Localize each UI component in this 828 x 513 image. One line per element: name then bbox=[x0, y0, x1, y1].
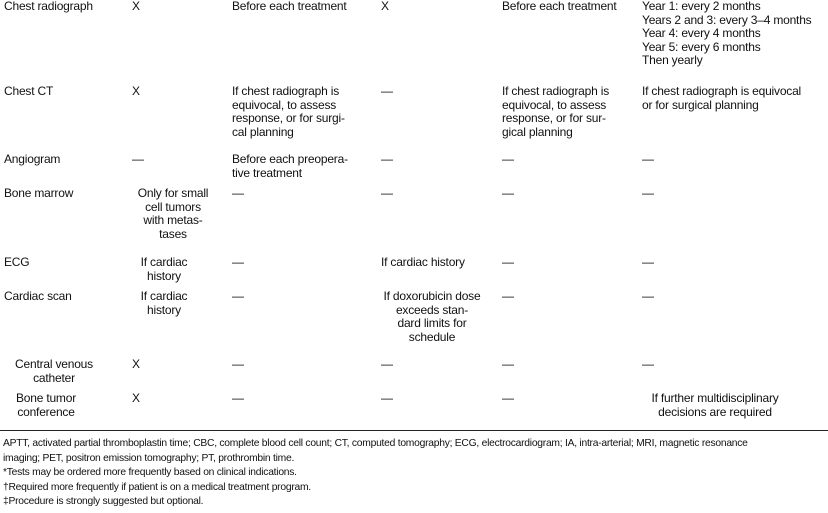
col1-cell: If cardiac history bbox=[140, 289, 188, 317]
footnote-abbreviations-line: APTT, activated partial thromboplastin time; CBC, complete blood cell count; CT, computed tomography; ECG, electrocardiogram; IA, intra-arterial; MRI, magnetic resonance bbox=[3, 438, 748, 449]
row-label: Chest radiograph bbox=[4, 0, 93, 13]
col2-cell: — bbox=[232, 289, 244, 303]
row-label: Angiogram bbox=[4, 152, 61, 166]
col2-cell: If chest radiograph is equivocal, to assess response, or for surgi- cal planning bbox=[232, 84, 345, 139]
col4-cell: — bbox=[502, 186, 514, 200]
footnote-abbreviations-line: imaging; PET, positron emission tomography; PT, prothrombin time. bbox=[3, 452, 295, 464]
col5-cell: — bbox=[642, 186, 654, 200]
table-footnotes bbox=[3, 437, 823, 510]
col1-cell: X bbox=[132, 0, 140, 13]
col1-cell: If cardiac history bbox=[140, 255, 188, 283]
footnote-asterisk: *Tests may be ordered more frequently based on clinical indications. bbox=[3, 467, 297, 479]
col4-cell: If chest radiograph is equivocal, to assess response, or for sur- gical planning bbox=[502, 84, 609, 139]
col5-cell: Year 1: every 2 months Years 2 and 3: every 3–4 months Year 4: every 4 months Year 5: every 6 months Then yearly bbox=[642, 0, 812, 67]
row-label: Chest CT bbox=[4, 84, 54, 98]
col1-cell: X bbox=[132, 357, 140, 371]
footnote-double-dagger: ‡Procedure is strongly suggested but optional. bbox=[3, 496, 204, 508]
col5-cell: — bbox=[642, 357, 654, 371]
col4-cell: — bbox=[502, 152, 514, 166]
row-label: Cardiac scan bbox=[4, 289, 72, 303]
col4-cell: — bbox=[502, 255, 514, 269]
col4-cell: — bbox=[502, 357, 514, 371]
col1-cell: X bbox=[132, 391, 140, 405]
row-label: Central venous catheter bbox=[15, 357, 93, 385]
col3-cell: — bbox=[381, 357, 393, 371]
col1-cell: X bbox=[132, 84, 140, 98]
col2-cell: — bbox=[232, 357, 244, 371]
col2-cell: — bbox=[232, 255, 244, 269]
col3-cell: If cardiac history bbox=[381, 255, 465, 269]
col5-cell: — bbox=[642, 289, 654, 303]
col5-cell: — bbox=[642, 152, 654, 166]
col1-cell: — bbox=[132, 152, 144, 166]
col4-cell: — bbox=[502, 289, 514, 303]
col3-cell: X bbox=[381, 0, 389, 13]
col3-cell: If doxorubicin dose exceeds stan- dard limits for schedule bbox=[383, 289, 481, 344]
col5-cell: If further multidisciplinary decisions are required bbox=[651, 391, 779, 419]
col5-cell: If chest radiograph is equivocal or for surgical planning bbox=[642, 84, 802, 112]
col3-cell: — bbox=[381, 84, 393, 98]
col4-cell: Before each treatment bbox=[502, 0, 617, 13]
col2-cell: — bbox=[232, 186, 244, 200]
col2-cell: Before each preopera- tive treatment bbox=[232, 152, 348, 180]
row-label: Bone marrow bbox=[4, 186, 74, 200]
col3-cell: — bbox=[381, 391, 393, 405]
col3-cell: — bbox=[381, 186, 393, 200]
col1-cell: Only for small cell tumors with metas- tases bbox=[137, 186, 209, 241]
row-label: Bone tumor conference bbox=[15, 391, 77, 419]
row-label: ECG bbox=[4, 255, 30, 269]
col2-cell: Before each treatment bbox=[232, 0, 347, 13]
col3-cell: — bbox=[381, 152, 393, 166]
footnote-dagger: †Required more frequently if patient is on a medical treatment program. bbox=[3, 481, 311, 493]
col4-cell: — bbox=[502, 391, 514, 405]
col2-cell: — bbox=[232, 391, 244, 405]
table-bottom-rule bbox=[0, 430, 828, 431]
col5-cell: — bbox=[642, 255, 654, 269]
